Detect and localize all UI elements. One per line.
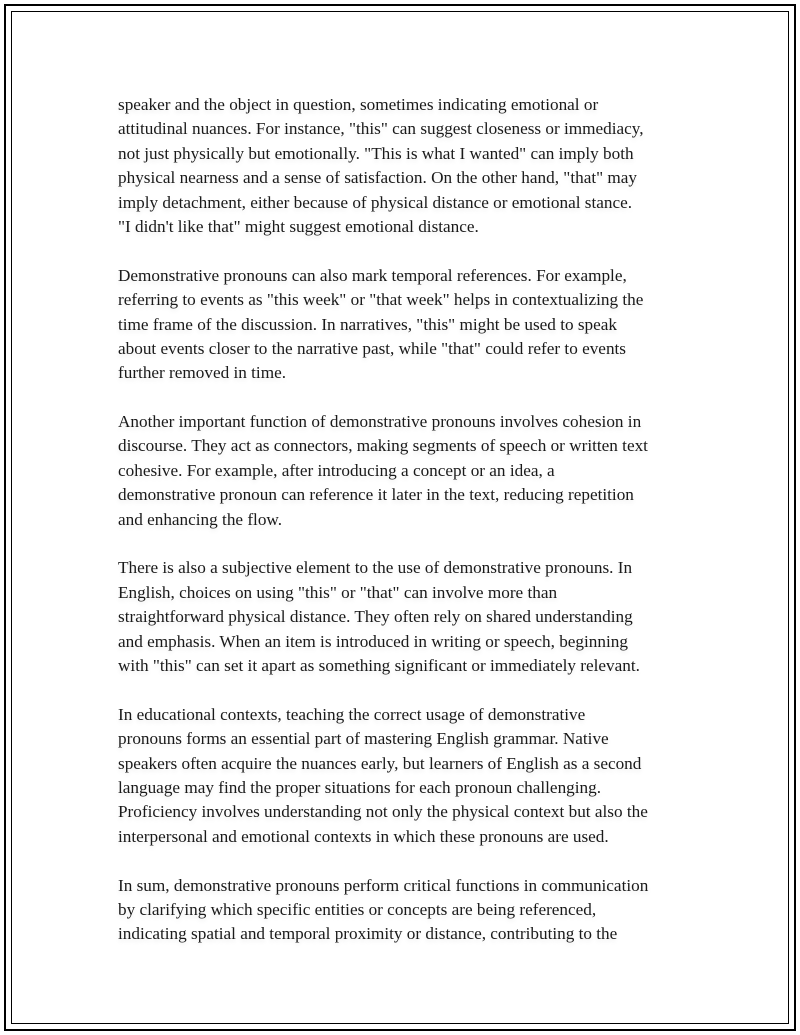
text-line: Another important function of demonstrative pronouns involves cohesion in — [118, 412, 642, 432]
text-line: speakers often acquire the nuances early, but learners of English as a second — [118, 753, 642, 773]
paragraph-educational-contexts — [118, 703, 698, 849]
text-line: straightforward physical distance. They often rely on shared understanding — [118, 607, 633, 627]
text-line: cohesive. For example, after introducing a concept or an idea, a — [118, 460, 555, 480]
text-line: physical nearness and a sense of satisfaction. On the other hand, "that" may — [118, 168, 637, 188]
text-line: referring to events as "this week" or "that week" helps in contextualizing the — [118, 290, 644, 310]
text-line: with "this" can set it apart as something significant or immediately relevant. — [118, 655, 640, 675]
text-line: time frame of the discussion. In narratives, "this" might be used to speak — [118, 314, 617, 334]
text-line: further removed in time. — [118, 363, 286, 383]
paragraph-subjective-element — [118, 556, 698, 678]
text-line: In sum, demonstrative pronouns perform critical functions in communication — [118, 875, 649, 895]
text-line: There is also a subjective element to the use of demonstrative pronouns. In — [118, 558, 633, 578]
text-line: and enhancing the flow. — [118, 509, 283, 529]
text-line: speaker and the object in question, sometimes indicating emotional or — [118, 95, 599, 114]
text-line: Proficiency involves understanding not only the physical context but also the — [118, 802, 648, 822]
text-line: about events closer to the narrative past, while "that" could refer to events — [118, 338, 626, 358]
text-line: and emphasis. When an item is introduced in writing or speech, beginning — [118, 631, 628, 651]
text-line: "I didn't like that" might suggest emotional distance. — [118, 216, 479, 236]
text-line: demonstrative pronoun can reference it later in the text, reducing repetition — [118, 485, 634, 505]
text-line: by clarifying which specific entities or concepts are being referenced, — [118, 899, 597, 919]
text-line: discourse. They act as connectors, making segments of speech or written text — [118, 436, 648, 456]
text-line: English, choices on using "this" or "that" can involve more than — [118, 582, 558, 602]
text-line: language may find the proper situations for each pronoun challenging. — [118, 777, 602, 797]
text-line: not just physically but emotionally. "This is what I wanted" can imply both — [118, 143, 634, 163]
paragraph-temporal-references — [118, 264, 698, 386]
paragraph-discourse-cohesion — [118, 410, 698, 532]
text-line: attitudinal nuances. For instance, "this" can suggest closeness or immediacy, — [118, 119, 644, 139]
text-line: interpersonal and emotional contexts in which these pronouns are used. — [118, 826, 609, 846]
text-line: imply detachment, either because of physical distance or emotional stance. — [118, 192, 633, 212]
document-body — [118, 93, 698, 947]
text-line: In educational contexts, teaching the correct usage of demonstrative — [118, 704, 586, 724]
text-line: pronouns forms an essential part of mastering English grammar. Native — [118, 729, 609, 749]
paragraph-emotional-nuance — [118, 93, 698, 239]
text-line: Demonstrative pronouns can also mark temporal references. For example, — [118, 265, 627, 285]
paragraph-summary — [118, 874, 698, 947]
text-line: indicating spatial and temporal proximity or distance, contributing to the — [118, 924, 618, 944]
